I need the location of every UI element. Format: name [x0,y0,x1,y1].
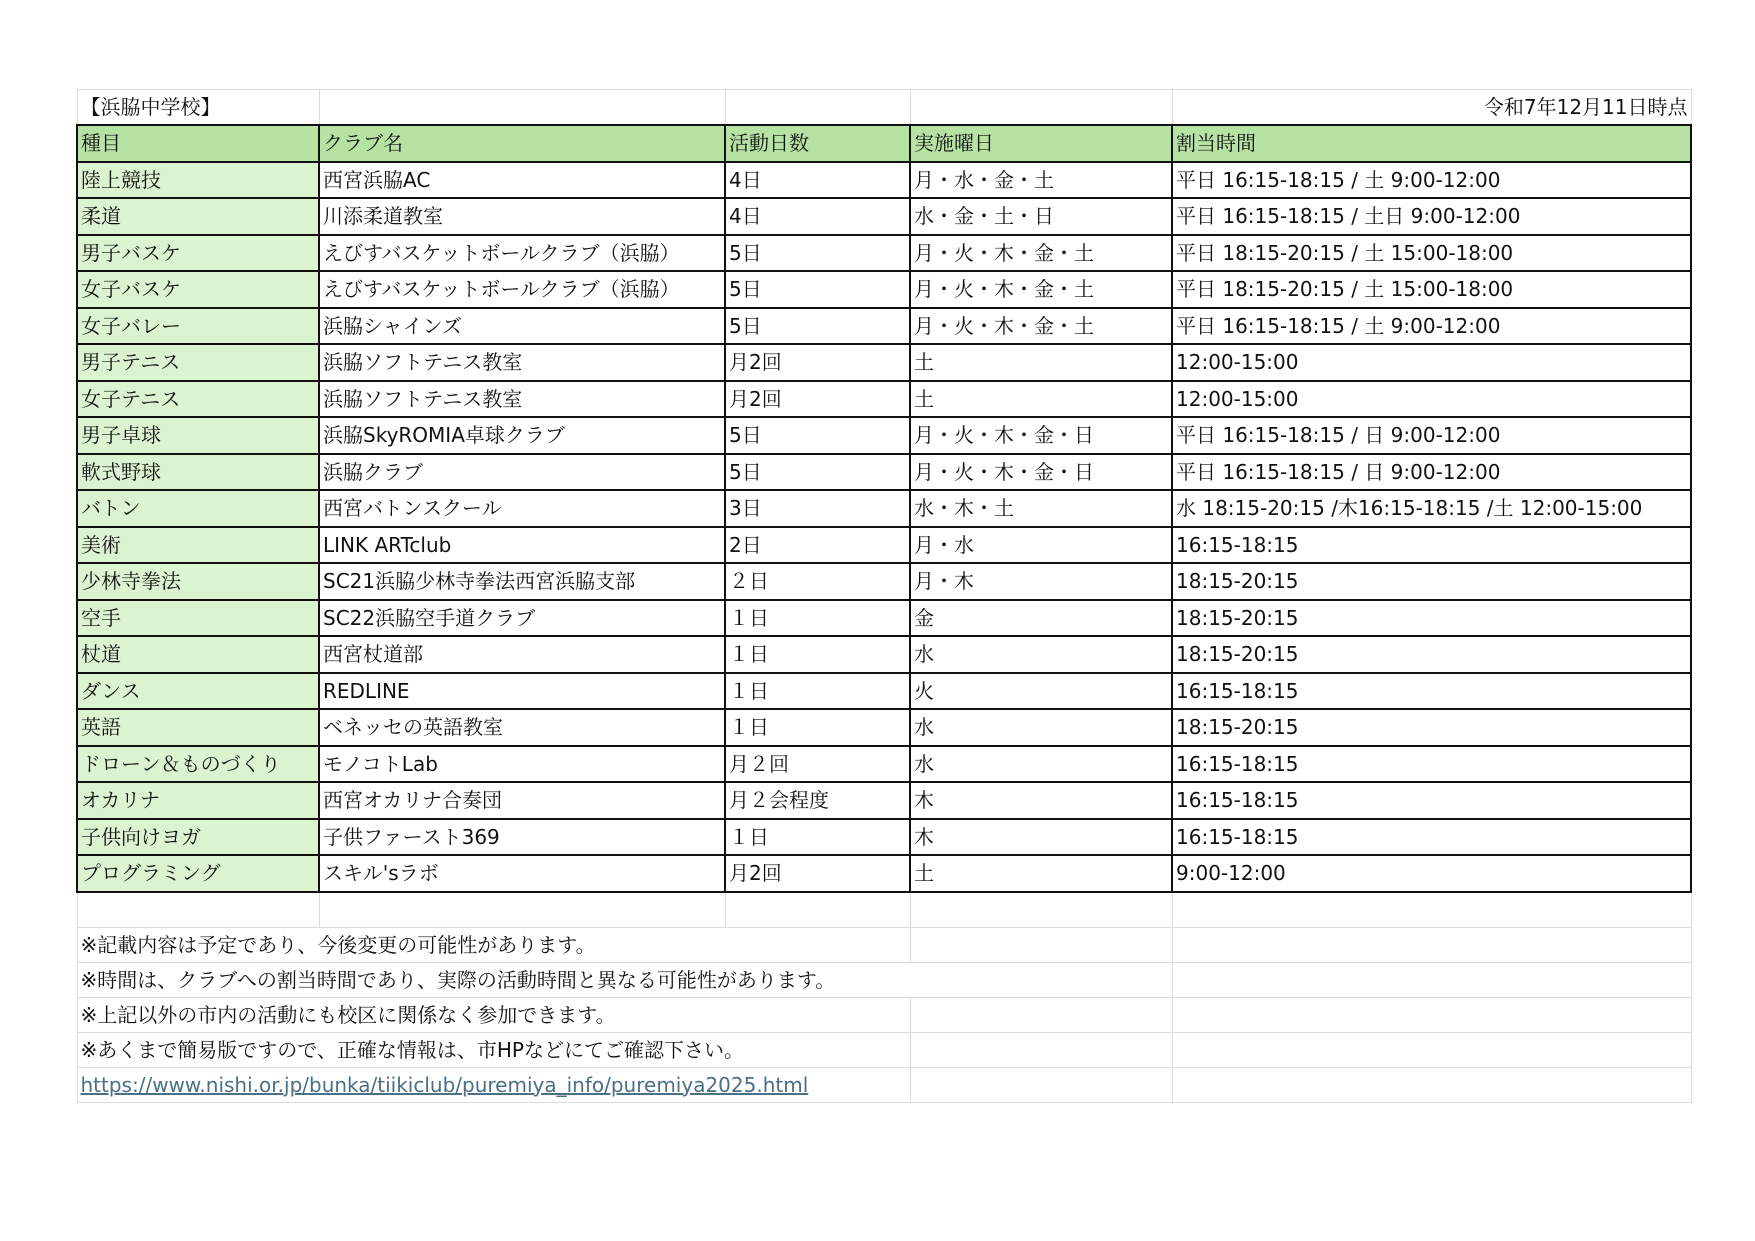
link-cell [77,1067,910,1102]
weekdays-cell: 金 [910,600,1172,637]
weekdays-cell: 水 [910,746,1172,783]
assigned-time-cell: 平日 18:15-20:15 / 土 15:00-18:00 [1172,235,1691,272]
sport-cell: 男子バスケ [77,235,319,272]
sport-cell: 杖道 [77,636,319,673]
note-text: ※記載内容は予定であり、今後変更の可能性があります。 [77,927,910,962]
weekdays-cell: 月・火・木・金・日 [910,454,1172,491]
table-row [77,381,1691,418]
school-title: 【浜脇中学校】 [77,90,319,126]
activity-days-cell: 月2回 [725,855,910,892]
weekdays-cell: 土 [910,344,1172,381]
empty-cell [319,892,725,928]
blank-row [77,892,1691,928]
note-row [77,997,1691,1032]
table-row [77,271,1691,308]
assigned-time-cell: 平日 16:15-18:15 / 土 9:00-12:00 [1172,308,1691,345]
sport-cell: 柔道 [77,198,319,235]
assigned-time-cell: 平日 16:15-18:15 / 土日 9:00-12:00 [1172,198,1691,235]
empty-cell [1172,892,1691,928]
assigned-time-cell: 18:15-20:15 [1172,600,1691,637]
weekdays-cell: 水 [910,636,1172,673]
note-text: ※あくまで簡易版ですので、正確な情報は、市HPなどにてご確認下さい。 [77,1032,910,1067]
sport-cell: 男子卓球 [77,417,319,454]
assigned-time-cell: 18:15-20:15 [1172,636,1691,673]
empty-cell [1172,997,1691,1032]
activity-days-cell: 3日 [725,490,910,527]
activity-days-cell: 4日 [725,198,910,235]
weekdays-cell: 月・木 [910,563,1172,600]
weekdays-cell: 木 [910,819,1172,856]
table-row [77,746,1691,783]
weekdays-cell: 月・水 [910,527,1172,564]
club-name-cell: ベネッセの英語教室 [319,709,725,746]
city-website-link[interactable]: https://www.nishi.or.jp/bunka/tiikiclub/puremiya_info/puremiya2025.html [80,1072,809,1097]
activity-days-cell: 5日 [725,235,910,272]
assigned-time-cell: 16:15-18:15 [1172,819,1691,856]
club-name-cell: 西宮浜脇AC [319,162,725,199]
weekdays-cell: 水・木・土 [910,490,1172,527]
table-row [77,490,1691,527]
activity-days-cell: １日 [725,709,910,746]
assigned-time-cell: 平日 16:15-18:15 / 日 9:00-12:00 [1172,417,1691,454]
club-name-cell: 川添柔道教室 [319,198,725,235]
table-row [77,563,1691,600]
sport-cell: プログラミング [77,855,319,892]
table-row [77,600,1691,637]
sport-cell: 英語 [77,709,319,746]
club-name-cell: 西宮杖道部 [319,636,725,673]
empty-cell [1172,927,1691,962]
assigned-time-cell: 16:15-18:15 [1172,673,1691,710]
activity-days-cell: 2日 [725,527,910,564]
club-name-cell: えびすバスケットボールクラブ（浜脇） [319,235,725,272]
empty-cell [725,892,910,928]
title-row [77,90,1691,126]
club-name-cell: 浜脇クラブ [319,454,725,491]
weekdays-cell: 月・火・木・金・日 [910,417,1172,454]
weekdays-cell: 月・水・金・土 [910,162,1172,199]
club-name-cell: 浜脇シャインズ [319,308,725,345]
club-name-cell: モノコトLab [319,746,725,783]
table-row [77,235,1691,272]
table-row [77,709,1691,746]
sport-cell: 美術 [77,527,319,564]
header-sport: 種目 [77,125,319,162]
link-row [77,1067,1691,1102]
sport-cell: 軟式野球 [77,454,319,491]
assigned-time-cell: 18:15-20:15 [1172,709,1691,746]
activity-days-cell: 月２回 [725,746,910,783]
club-name-cell: 浜脇ソフトテニス教室 [319,344,725,381]
table-row [77,162,1691,199]
sport-cell: 少林寺拳法 [77,563,319,600]
empty-cell [910,1067,1172,1102]
note-row [77,1032,1691,1067]
assigned-time-cell: 12:00-15:00 [1172,381,1691,418]
assigned-time-cell: 16:15-18:15 [1172,746,1691,783]
table-row [77,417,1691,454]
header-time: 割当時間 [1172,125,1691,162]
weekdays-cell: 水 [910,709,1172,746]
header-days: 活動日数 [725,125,910,162]
sport-cell: 女子バレー [77,308,319,345]
club-name-cell: SC22浜脇空手道クラブ [319,600,725,637]
assigned-time-cell: 平日 18:15-20:15 / 土 15:00-18:00 [1172,271,1691,308]
table-row [77,782,1691,819]
club-name-cell: REDLINE [319,673,725,710]
table-row [77,855,1691,892]
activity-days-cell: 5日 [725,271,910,308]
club-name-cell: LINK ARTclub [319,527,725,564]
assigned-time-cell: 16:15-18:15 [1172,782,1691,819]
table-row [77,636,1691,673]
table-row [77,673,1691,710]
club-name-cell: 浜脇ソフトテニス教室 [319,381,725,418]
table-row [77,819,1691,856]
activity-days-cell: １日 [725,600,910,637]
assigned-time-cell: 16:15-18:15 [1172,527,1691,564]
note-text: ※時間は、クラブへの割当時間であり、実際の活動時間と異なる可能性があります。 [77,962,1172,997]
as-of-date: 令和7年12月11日時点 [1172,90,1691,126]
activity-days-cell: １日 [725,819,910,856]
club-name-cell: スキル'sラボ [319,855,725,892]
note-text: ※上記以外の市内の活動にも校区に関係なく参加できます。 [77,997,910,1032]
empty-cell [1172,1032,1691,1067]
club-name-cell: 子供ファースト369 [319,819,725,856]
activity-days-cell: 5日 [725,454,910,491]
empty-cell [910,997,1172,1032]
weekdays-cell: 木 [910,782,1172,819]
assigned-time-cell: 平日 16:15-18:15 / 土 9:00-12:00 [1172,162,1691,199]
empty-cell [1172,962,1691,997]
note-row [77,962,1691,997]
table-row [77,454,1691,491]
header-club: クラブ名 [319,125,725,162]
weekdays-cell: 土 [910,855,1172,892]
activity-days-cell: 4日 [725,162,910,199]
sport-cell: 子供向けヨガ [77,819,319,856]
sport-cell: バトン [77,490,319,527]
sport-cell: 男子テニス [77,344,319,381]
activity-days-cell: 月２会程度 [725,782,910,819]
empty-cell [77,892,319,928]
sport-cell: オカリナ [77,782,319,819]
weekdays-cell: 月・火・木・金・土 [910,235,1172,272]
sport-cell: ドローン＆ものづくり [77,746,319,783]
weekdays-cell: 水・金・土・日 [910,198,1172,235]
table-row [77,198,1691,235]
club-table [76,89,1692,1103]
activity-days-cell: 5日 [725,417,910,454]
empty-cell [910,892,1172,928]
table-row [77,527,1691,564]
empty-cell [910,927,1172,962]
empty-cell [1172,1067,1691,1102]
sport-cell: 女子バスケ [77,271,319,308]
header-weekdays: 実施曜日 [910,125,1172,162]
activity-days-cell: 月2回 [725,381,910,418]
weekdays-cell: 月・火・木・金・土 [910,271,1172,308]
activity-days-cell: 月2回 [725,344,910,381]
header-row [77,125,1691,162]
table-row [77,344,1691,381]
empty-cell [910,1032,1172,1067]
sport-cell: ダンス [77,673,319,710]
assigned-time-cell: 18:15-20:15 [1172,563,1691,600]
activity-days-cell: １日 [725,673,910,710]
assigned-time-cell: 9:00-12:00 [1172,855,1691,892]
assigned-time-cell: 12:00-15:00 [1172,344,1691,381]
weekdays-cell: 月・火・木・金・土 [910,308,1172,345]
club-name-cell: SC21浜脇少林寺拳法西宮浜脇支部 [319,563,725,600]
club-schedule-sheet [76,89,1690,1103]
note-row [77,927,1691,962]
club-name-cell: えびすバスケットボールクラブ（浜脇） [319,271,725,308]
club-name-cell: 西宮オカリナ合奏団 [319,782,725,819]
activity-days-cell: ２日 [725,563,910,600]
assigned-time-cell: 平日 16:15-18:15 / 日 9:00-12:00 [1172,454,1691,491]
activity-days-cell: １日 [725,636,910,673]
sport-cell: 空手 [77,600,319,637]
sport-cell: 陸上競技 [77,162,319,199]
table-row [77,308,1691,345]
weekdays-cell: 土 [910,381,1172,418]
sport-cell: 女子テニス [77,381,319,418]
club-name-cell: 西宮バトンスクール [319,490,725,527]
weekdays-cell: 火 [910,673,1172,710]
assigned-time-cell: 水 18:15-20:15 /木16:15-18:15 /土 12:00-15:00 [1172,490,1691,527]
club-name-cell: 浜脇SkyROMIA卓球クラブ [319,417,725,454]
activity-days-cell: 5日 [725,308,910,345]
